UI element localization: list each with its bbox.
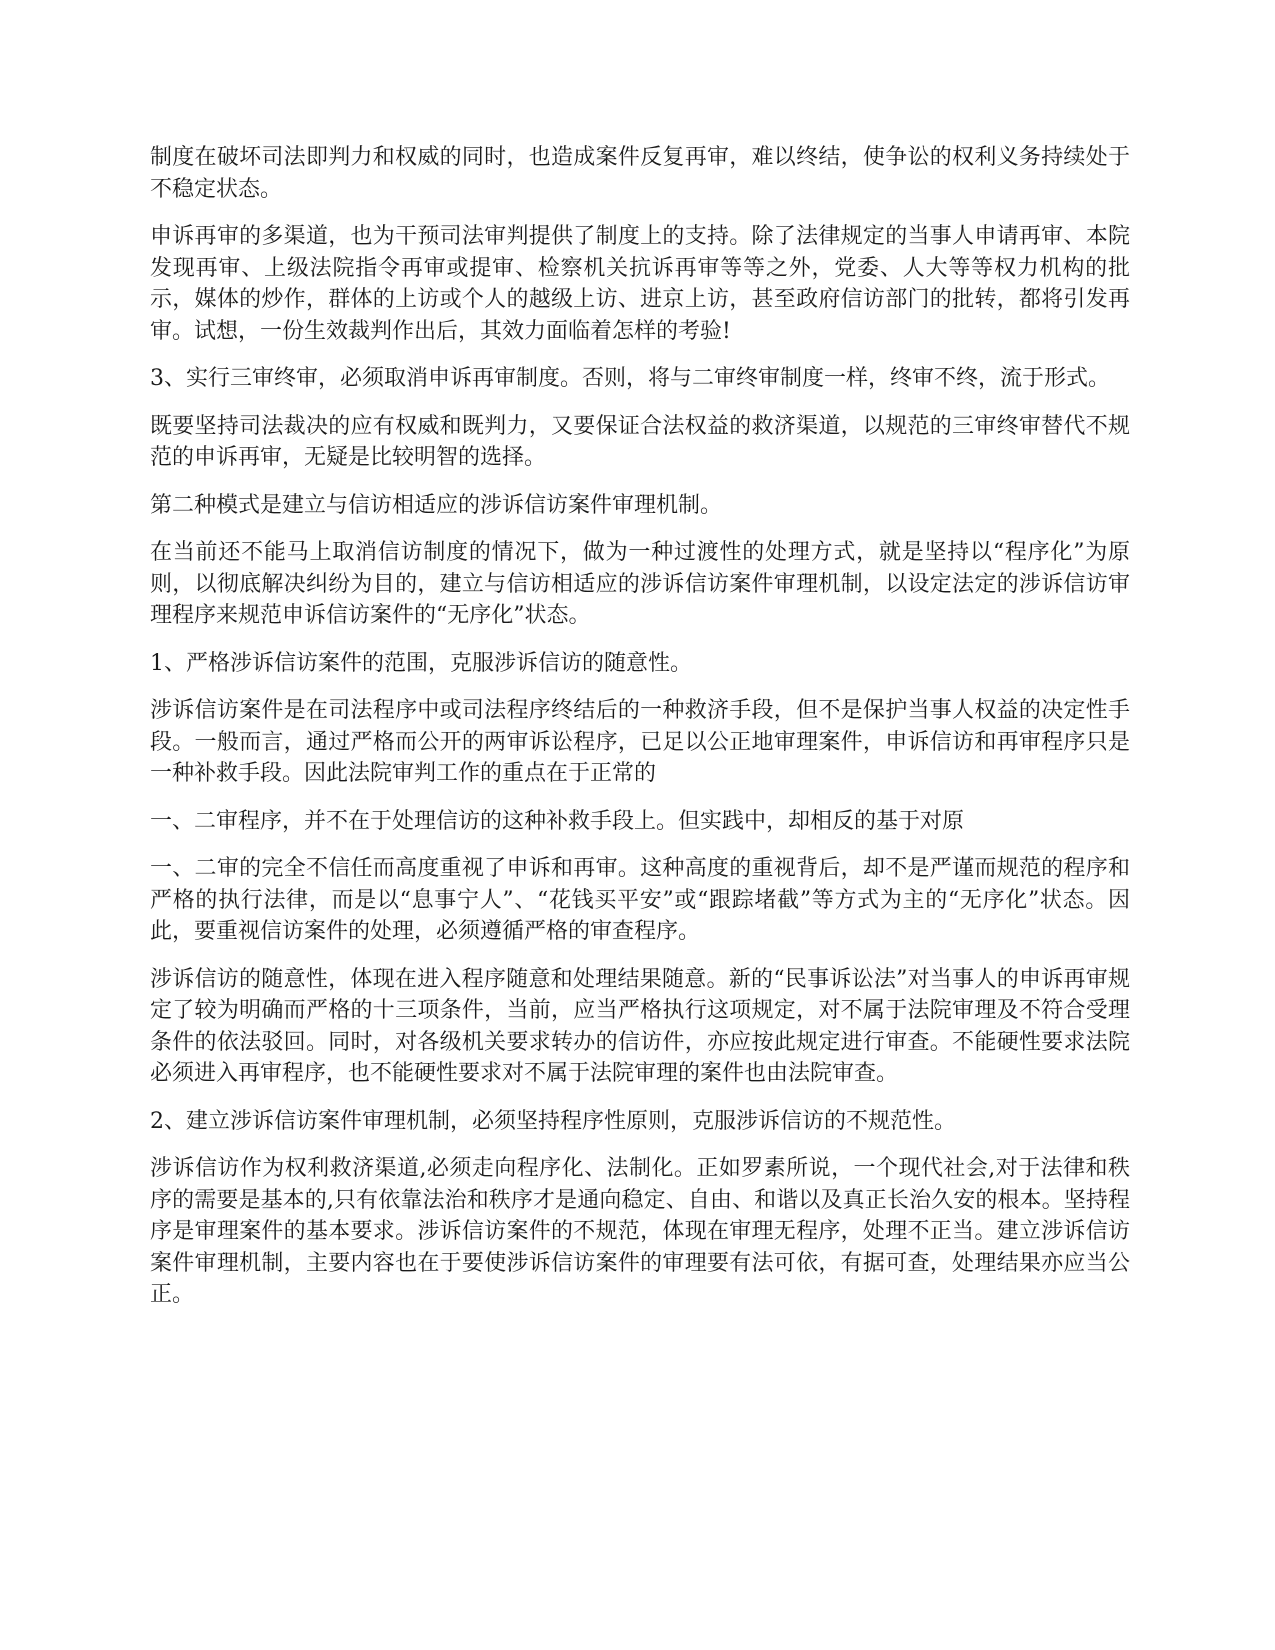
paragraph-2: 申诉再审的多渠道，也为干预司法审判提供了制度上的支持。除了法律规定的当事人申请再审、本院发现再审、上级法院指令再审或提审、检察机关抗诉再审等等之外，党委、人大等等权力机构的批示，媒体的炒作，群体的上访或个人的越级上访、进京上访，甚至政府信访部门的批转，都将引发再审。试想，一份生效裁判作出后，其效力面临着怎样的考验! [150,224,1130,344]
paragraph-9: 一、二审程序，并不在于处理信访的这种补救手段上。但实践中，却相反的基于对原 [150,808,965,834]
paragraph-5: 第二种模式是建立与信访相适应的涉诉信访案件审理机制。 [150,492,723,518]
document-body [150,142,1130,1327]
paragraph-6: 在当前还不能马上取消信访制度的情况下，做为一种过渡性的处理方式，就是坚持以“程序化”为原则，以彻底解决纠纷为目的，建立与信访相适应的涉诉信访案件审理机制，以设定法定的涉诉信访审理程序来规范申诉信访案件的“无序化”状态。 [150,540,1130,628]
paragraph-11: 涉诉信访的随意性，体现在进入程序随意和处理结果随意。新的“民事诉讼法”对当事人的申诉再审规定了较为明确而严格的十三项条件，当前，应当严格执行这项规定，对不属于法院审理及不符合受理条件的依法驳回。同时，对各级机关要求转办的信访件，亦应按此规定进行审查。不能硬性要求法院必须进入再审程序，也不能硬性要求对不属于法院审理的案件也由法院审查。 [150,966,1130,1086]
paragraph-7: 1、严格涉诉信访案件的范围，克服涉诉信访的随意性。 [150,650,692,676]
paragraph-3: 3、实行三审终审，必须取消申诉再审制度。否则，将与二审终审制度一样，终审不终，流于形式。 [150,366,1111,391]
paragraph-12: 2、建立涉诉信访案件审理机制，必须坚持程序性原则，克服涉诉信访的不规范性。 [150,1108,956,1134]
paragraph-13: 涉诉信访作为权利救济渠道,必须走向程序化、法制化。正如罗素所说，一个现代社会,对于法律和秩序的需要是基本的,只有依靠法治和秩序才是通向稳定、自由、和谐以及真正长治久安的根本。坚持程序是审理案件的基本要求。涉诉信访案件的不规范，体现在审理无程序，处理不正当。建立涉诉信访案件审理机制，主要内容也在于要使涉诉信访案件的审理要有法可依，有据可查，处理结果亦应当公正。 [150,1156,1130,1307]
paragraph-10: 一、二审的完全不信任而高度重视了申诉和再审。这种高度的重视背后，却不是严谨而规范的程序和严格的执行法律，而是以“息事宁人”、“花钱买平安”或“跟踪堵截”等方式为主的“无序化”状态。因此，要重视信访案件的处理，必须遵循严格的审查程序。 [150,856,1130,944]
paragraph-1: 制度在破坏司法即判力和权威的同时，也造成案件反复再审，难以终结，使争讼的权利义务持续处于不稳定状态。 [150,145,1130,202]
paragraph-8: 涉诉信访案件是在司法程序中或司法程序终结后的一种救济手段，但不是保护当事人权益的决定性手段。一般而言，通过严格而公开的两审诉讼程序，已足以公正地审理案件，申诉信访和再审程序只是一种补救手段。因此法院审判工作的重点在于正常的 [150,698,1130,786]
paragraph-4: 既要坚持司法裁决的应有权威和既判力，又要保证合法权益的救济渠道，以规范的三审终审替代不规范的申诉再审，无疑是比较明智的选择。 [150,413,1130,470]
